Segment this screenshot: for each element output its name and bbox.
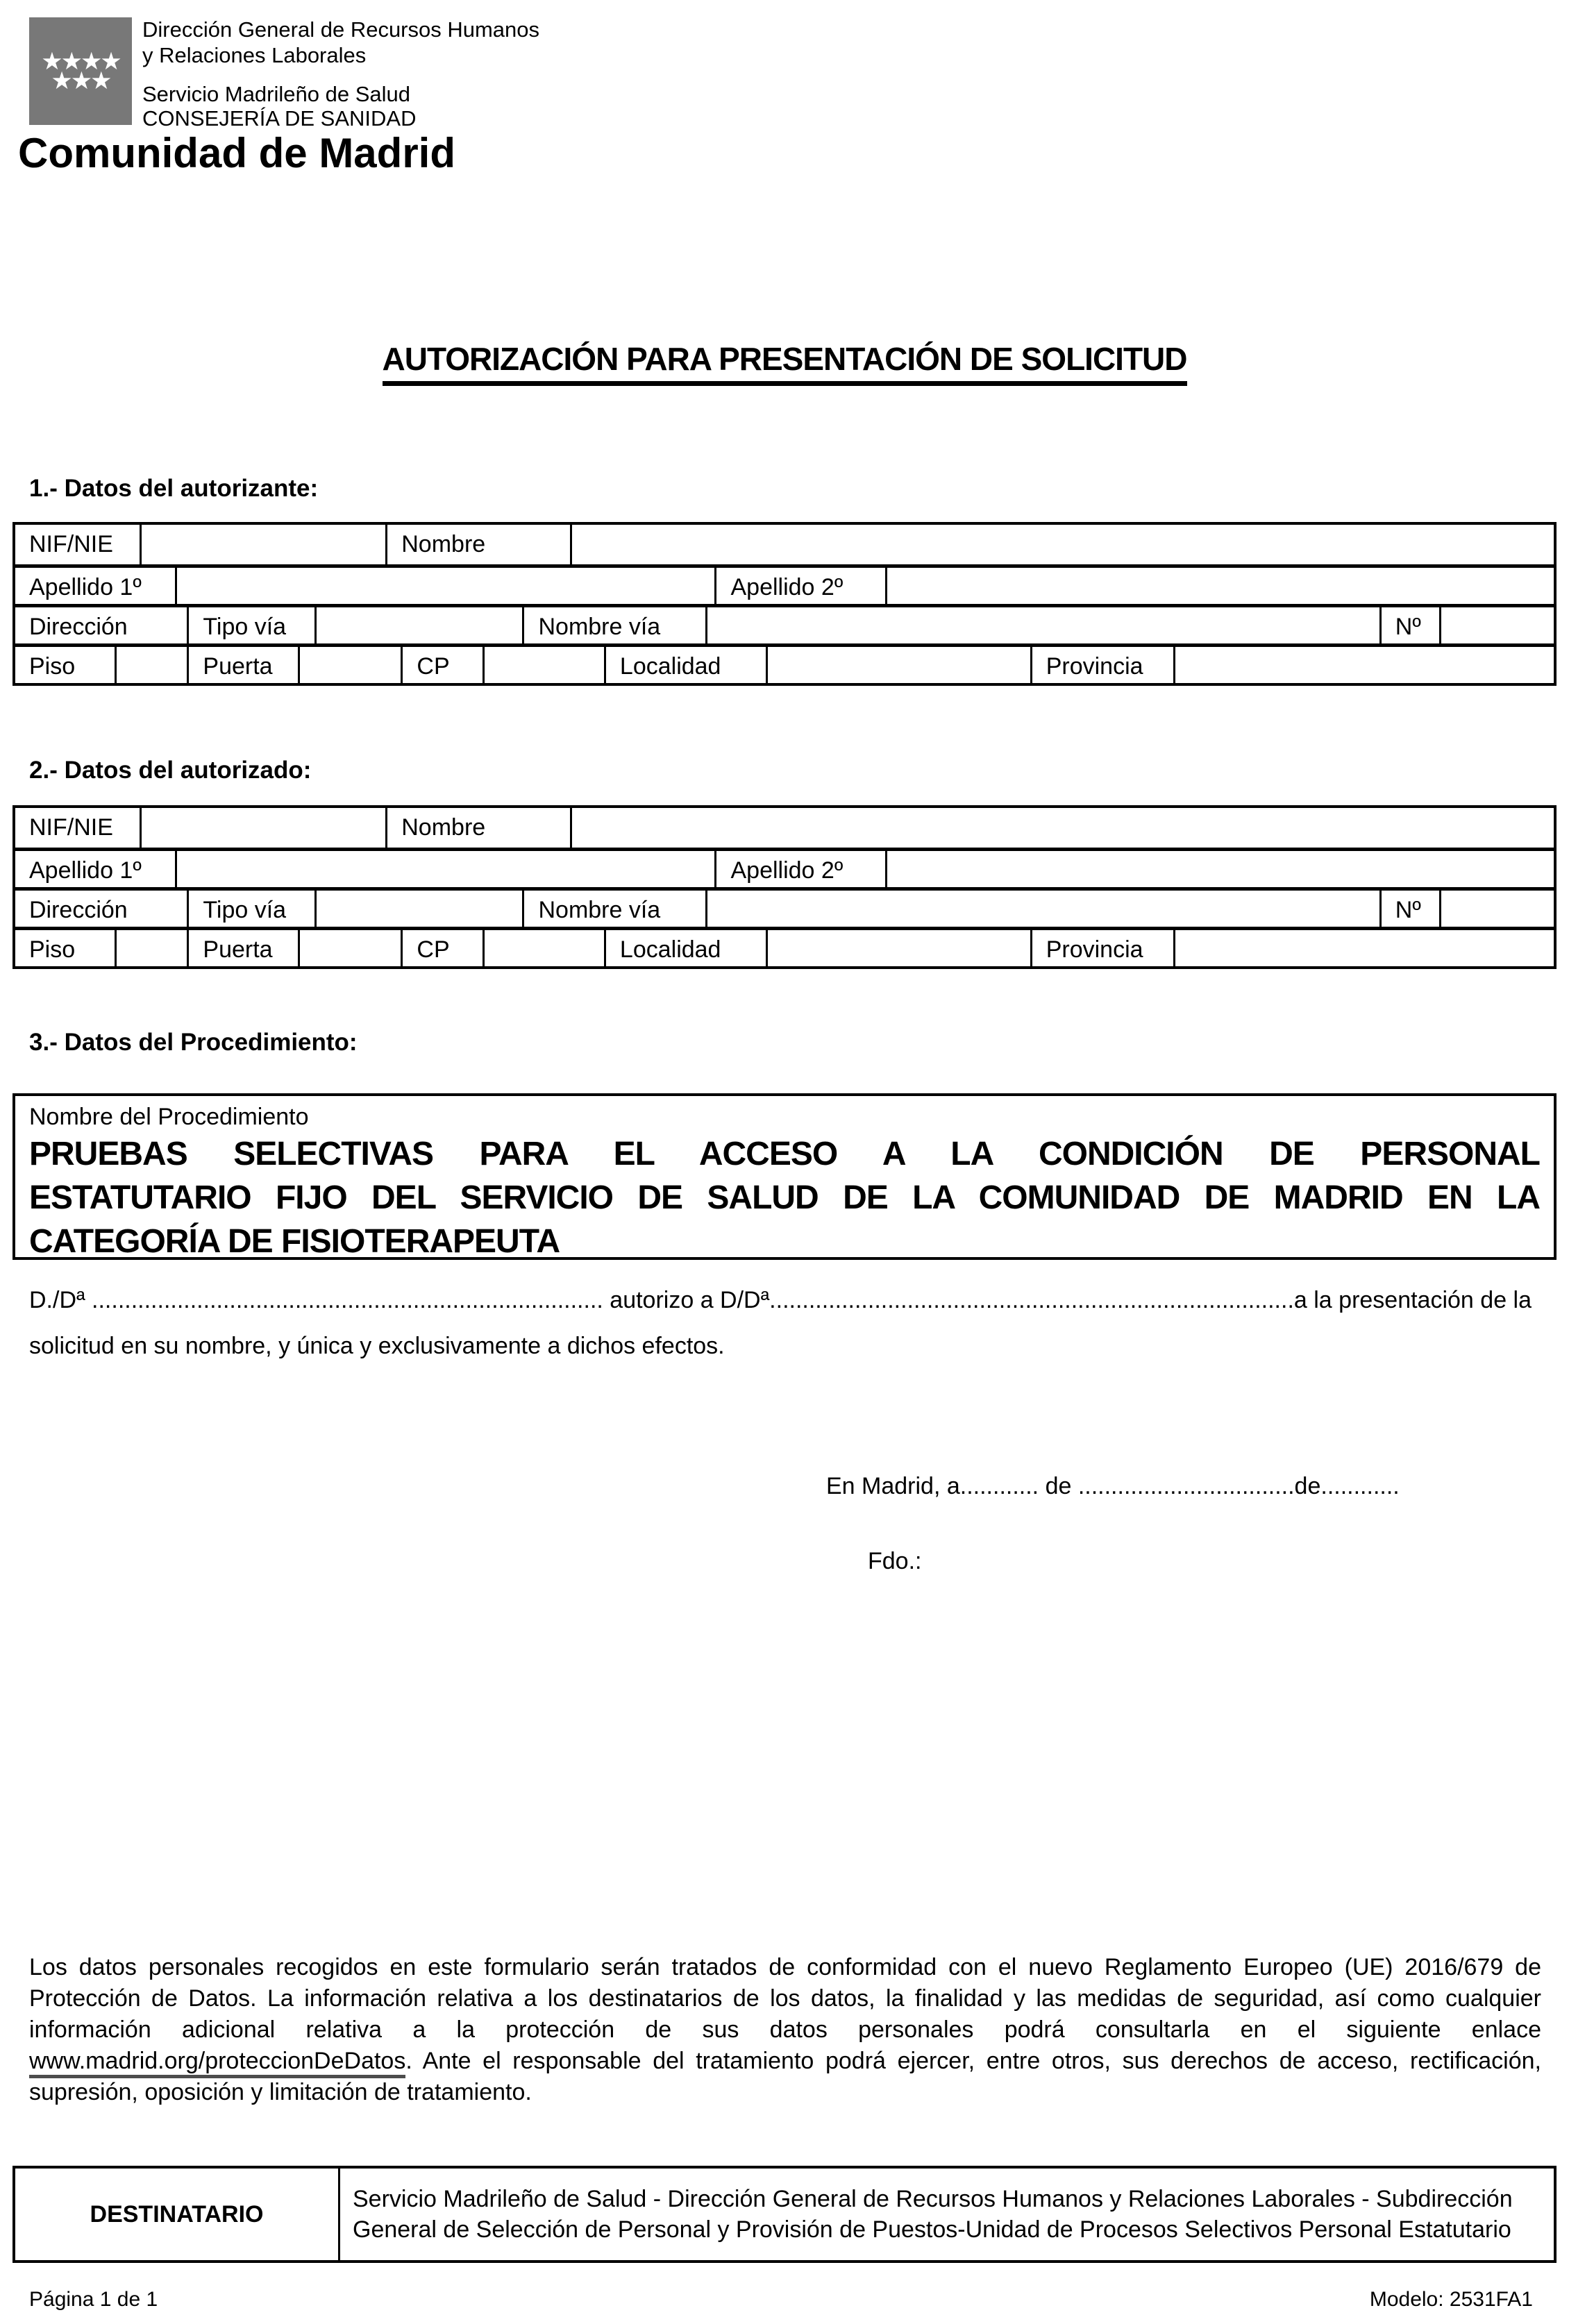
apellido1-label: Apellido 1º <box>15 851 177 887</box>
footer-model-number: Modelo: 2531FA1 <box>1369 2288 1533 2311</box>
autorizado-nombre-via-input[interactable] <box>707 891 1382 927</box>
autorizado-table <box>12 805 1557 969</box>
section-2-heading: 2.- Datos del autorizado: <box>29 757 312 784</box>
section-3-heading: 3.- Datos del Procedimiento: <box>29 1029 358 1056</box>
autorizado-localidad-input[interactable] <box>768 930 1032 966</box>
nombre-label: Nombre <box>387 808 572 848</box>
puerta-label: Puerta <box>189 930 300 966</box>
org-line-4: CONSEJERÍA DE SANIDAD <box>142 106 417 130</box>
nif-label: NIF/NIE <box>15 808 142 848</box>
tipo-via-label: Tipo vía <box>189 607 317 643</box>
autorizante-table <box>12 522 1557 686</box>
privacy-link[interactable]: www.madrid.org/proteccionDeDatos <box>29 2048 405 2078</box>
direccion-label: Dirección <box>15 607 189 643</box>
autorizado-numero-input[interactable] <box>1441 891 1554 927</box>
autorizante-localidad-input[interactable] <box>768 647 1032 683</box>
procedure-box <box>12 1093 1557 1260</box>
numero-label: Nº <box>1382 891 1441 927</box>
apellido2-label: Apellido 2º <box>716 568 887 604</box>
procedure-name-line2: ESTATUTARIO FIJO DEL SERVICIO DE SALUD DE LA COMUNIDAD DE MADRID EN LA <box>29 1179 1540 1216</box>
autorizante-nombre-via-input[interactable] <box>707 607 1382 643</box>
provincia-label: Provincia <box>1032 930 1175 966</box>
signature-label: Fdo.: <box>868 1548 922 1574</box>
localidad-label: Localidad <box>606 930 768 966</box>
autorizante-nombre-input[interactable] <box>572 525 1554 564</box>
org-line-2: y Relaciones Laborales <box>142 43 367 67</box>
destinatario-label: DESTINATARIO <box>15 2169 340 2260</box>
org-line-1: Dirección General de Recursos Humanos <box>142 17 540 42</box>
table-row <box>15 848 1554 887</box>
table-row <box>15 525 1554 564</box>
autorizado-cp-input[interactable] <box>485 930 606 966</box>
brand-title: Comunidad de Madrid <box>18 130 455 176</box>
nombre-via-label: Nombre vía <box>524 891 707 927</box>
apellido1-label: Apellido 1º <box>15 568 177 604</box>
destinatario-box <box>12 2166 1557 2263</box>
nombre-via-label: Nombre vía <box>524 607 707 643</box>
authorization-paragraph <box>29 1277 1550 1369</box>
piso-label: Piso <box>15 930 117 966</box>
apellido2-label: Apellido 2º <box>716 851 887 887</box>
autorizado-apellido2-input[interactable] <box>887 851 1554 887</box>
autorizante-nif-input[interactable] <box>142 525 388 564</box>
org-name-block <box>142 17 539 68</box>
autorizante-cp-input[interactable] <box>485 647 606 683</box>
authorization-line-1: D./Dª .............................................................................. autorizo a D/Dª................................................................................a la presentación de la <box>29 1287 1532 1313</box>
cp-label: CP <box>403 930 484 966</box>
table-row <box>15 604 1554 643</box>
autorizado-apellido1-input[interactable] <box>177 851 717 887</box>
table-row <box>15 887 1554 927</box>
tipo-via-label: Tipo vía <box>189 891 317 927</box>
autorizado-nombre-input[interactable] <box>572 808 1554 848</box>
autorizante-piso-input[interactable] <box>117 647 189 683</box>
procedure-name-label: Nombre del Procedimiento <box>29 1104 309 1130</box>
table-row <box>15 564 1554 604</box>
title-row <box>0 340 1569 386</box>
org-name-block-2 <box>142 82 416 130</box>
flag-stars-row-bottom: ★★★ <box>51 67 110 94</box>
autorizante-apellido1-input[interactable] <box>177 568 717 604</box>
madrid-flag-icon <box>29 17 132 125</box>
autorizado-puerta-input[interactable] <box>300 930 403 966</box>
table-row <box>15 808 1554 848</box>
procedure-name-line1: PRUEBAS SELECTIVAS PARA EL ACCESO A LA CONDICIÓN DE PERSONAL <box>29 1136 1540 1172</box>
nif-label: NIF/NIE <box>15 525 142 564</box>
localidad-label: Localidad <box>606 647 768 683</box>
authorization-line-2: solicitud en su nombre, y única y exclusivamente a dichos efectos. <box>29 1333 725 1359</box>
procedure-name-line3: CATEGORÍA DE FISIOTERAPEUTA <box>29 1223 560 1260</box>
puerta-label: Puerta <box>189 647 300 683</box>
piso-label: Piso <box>15 647 117 683</box>
provincia-label: Provincia <box>1032 647 1175 683</box>
form-title: AUTORIZACIÓN PARA PRESENTACIÓN DE SOLICITUD <box>383 340 1187 386</box>
table-row <box>15 927 1554 966</box>
autorizado-tipo-via-input[interactable] <box>317 891 524 927</box>
autorizante-puerta-input[interactable] <box>300 647 403 683</box>
privacy-text-part1: Los datos personales recogidos en este formulario serán tratados de conformidad con el nuevo Reglamento Europeo (UE) 2016/679 de Protección de Datos. La información relativa a los destinatarios de los datos, la finalidad y las medidas de seguridad, así como cualquier información adicional relativa a la protección de sus datos personales podrá consultarla en el siguiente enlace <box>29 1954 1541 2043</box>
date-line: En Madrid, a............ de .................................de............ <box>826 1473 1400 1499</box>
numero-label: Nº <box>1382 607 1441 643</box>
autorizado-piso-input[interactable] <box>117 930 189 966</box>
org-line-3: Servicio Madrileño de Salud <box>142 82 410 106</box>
direccion-label: Dirección <box>15 891 189 927</box>
autorizante-tipo-via-input[interactable] <box>317 607 524 643</box>
table-row <box>15 643 1554 683</box>
footer-page-number: Página 1 de 1 <box>29 2288 158 2311</box>
autorizado-nif-input[interactable] <box>142 808 388 848</box>
autorizante-numero-input[interactable] <box>1441 607 1554 643</box>
autorizado-provincia-input[interactable] <box>1175 930 1554 966</box>
flag-stars-row-top: ★★★★ <box>41 47 120 75</box>
privacy-text-part2: . Ante el responsable del tratamiento podrá ejercer, entre otros, sus derechos de acceso, rectificación, supresión, oposición y limitación de tratamiento. <box>29 2048 1541 2105</box>
cp-label: CP <box>403 647 484 683</box>
autorizante-provincia-input[interactable] <box>1175 647 1554 683</box>
autorizante-apellido2-input[interactable] <box>887 568 1554 604</box>
destinatario-value: Servicio Madrileño de Salud - Dirección General de Recursos Humanos y Relaciones Laborales - Subdirección General de Selección de Personal y Provisión de Puestos-Unidad de Procesos Selectivos Personal Estatutario <box>353 2186 1513 2243</box>
nombre-label: Nombre <box>387 525 572 564</box>
section-1-heading: 1.- Datos del autorizante: <box>29 475 319 502</box>
privacy-paragraph <box>29 1952 1541 2108</box>
